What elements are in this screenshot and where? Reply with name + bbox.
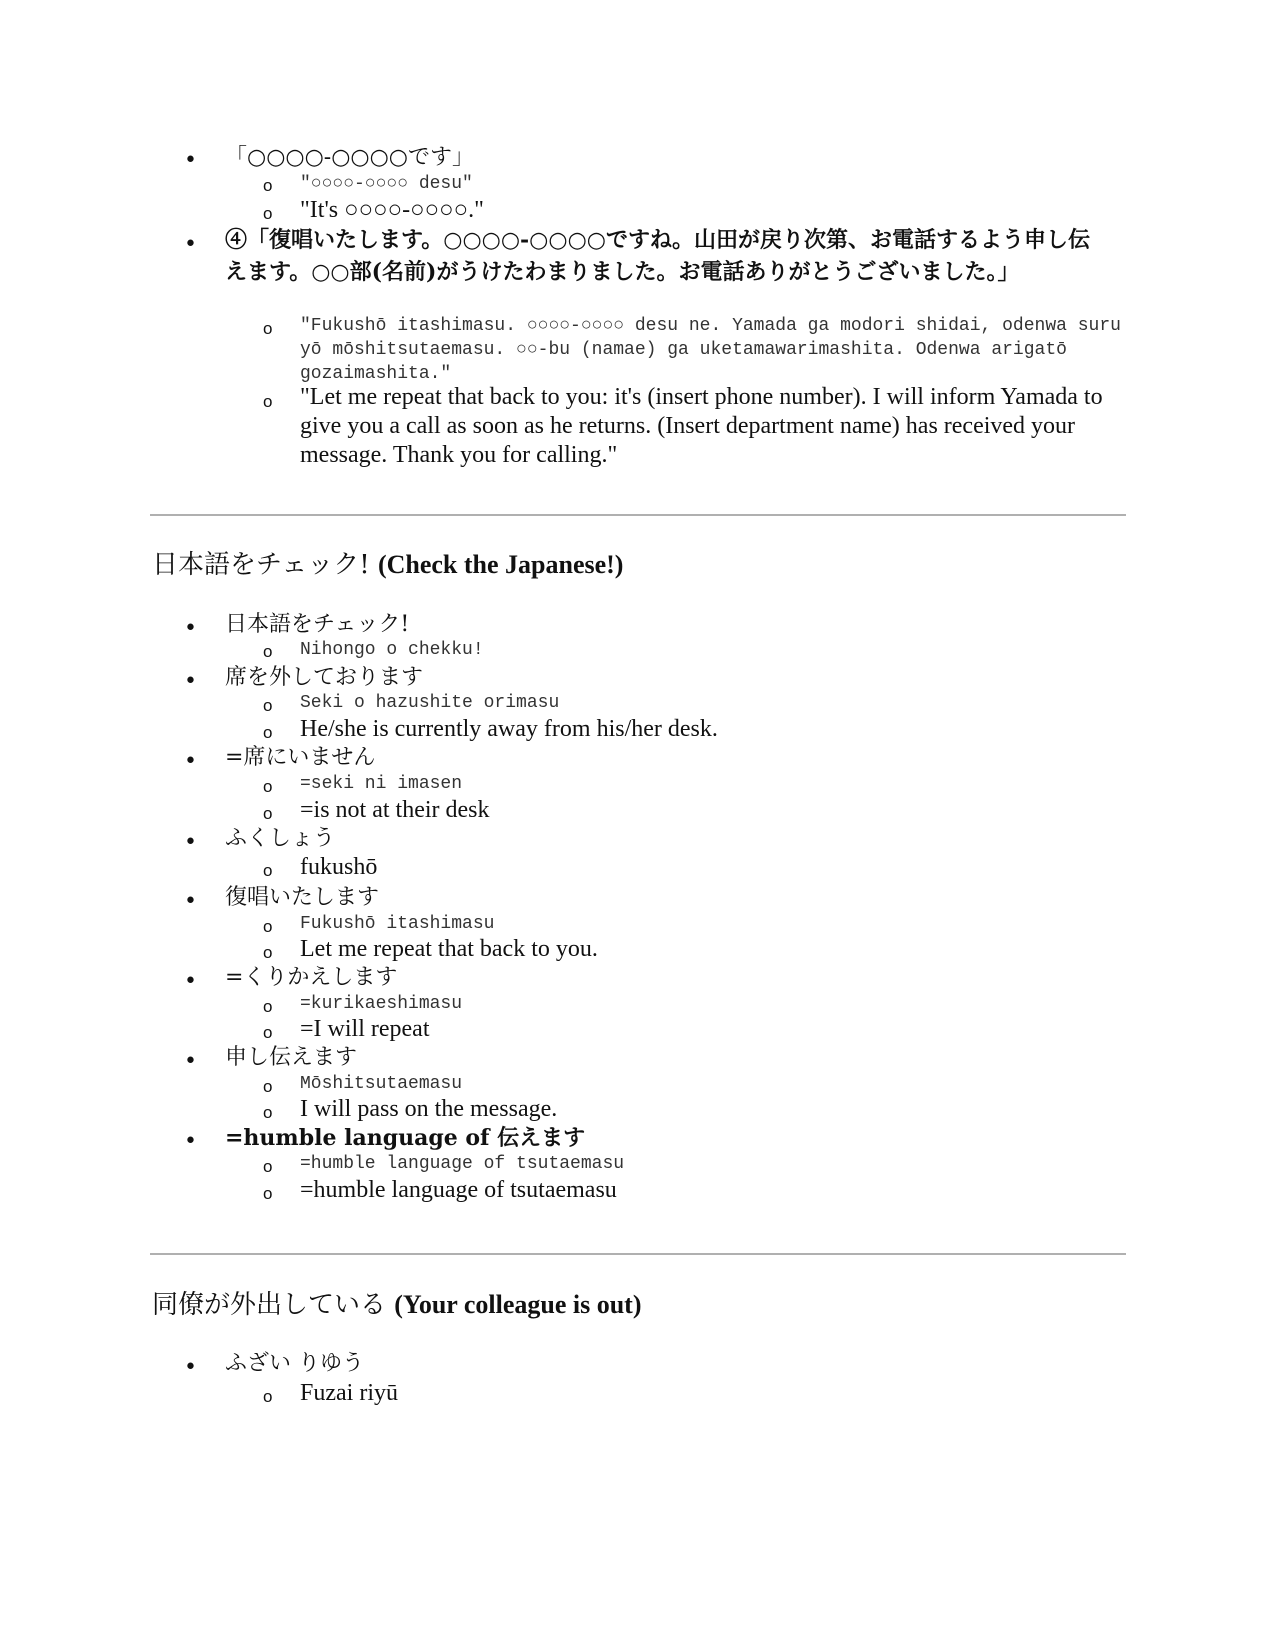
sub-bullet: o (263, 319, 273, 338)
sub-bullet: o (263, 1077, 273, 1096)
section-heading (152, 548, 623, 582)
bullet: • (184, 1355, 197, 1380)
romaji-line: =seki ni imasen (300, 774, 463, 794)
translation-line: "Let me repeat that back to you: it's (insert phone number). I will inform Yamada to give you a call as soon as he returns. (Insert department name) has received your message. Thank you for calling." (300, 384, 1103, 468)
sub-bullet: o (263, 804, 273, 823)
sub-bullet: o (263, 861, 273, 880)
sub-bullet: o (263, 696, 273, 715)
translation-line: He/she is currently away from his/her desk. (300, 716, 718, 742)
bullet: • (184, 1049, 197, 1074)
sub-bullet: o (263, 1184, 273, 1203)
translation-line: =is not at their desk (300, 797, 490, 823)
romaji-line: "Fukushō itashimasu. ○○○○-○○○○ desu ne. Yamada ga modori shidai, odenwa suru yō mōshitsutaemasu. ○○-bu (namae) ga uketamawarimashita. Odenwa arigatō gozaimashita." (300, 316, 1121, 384)
sub-bullet: o (263, 642, 273, 661)
list-item: =humble language of 伝えます (225, 1125, 586, 1151)
translation-line: "It's ○○○○-○○○○." (300, 197, 484, 223)
sub-bullet: o (263, 392, 273, 411)
bullet: • (184, 1129, 197, 1154)
list-item-text: 「復唱いたします。○○○○-○○○○ですね。山田が戻り次第、お電話するよう申し伝えます。○○部(名前)がうけたわまりました。お電話ありがとうございました。」 (225, 227, 1090, 285)
list-item: 「○○○○-○○○○です」 (225, 145, 475, 170)
sub-bullet: o (263, 1103, 273, 1122)
bullet: • (184, 830, 197, 855)
section-heading (152, 1288, 642, 1322)
bullet: • (184, 616, 197, 641)
romaji-line: Seki o hazushite orimasu (300, 693, 560, 713)
sub-bullet: o (263, 917, 273, 936)
romaji-line: "○○○○-○○○○ desu" (300, 174, 473, 194)
sub-bullet: o (263, 723, 273, 742)
list-item: ふざい りゆう (225, 1351, 364, 1376)
bullet: • (184, 749, 197, 774)
translation-line: I will pass on the message. (300, 1096, 558, 1122)
bullet: • (184, 669, 197, 694)
heading-english: (Check the Japanese!) (377, 550, 624, 579)
list-item: =席にいません (225, 745, 376, 770)
translation-line: fukushō (300, 854, 378, 880)
sub-bullet: o (263, 176, 273, 195)
bullet: • (184, 889, 197, 914)
circled-number-marker: ④ (225, 227, 248, 253)
list-item: ふくしょう (225, 826, 336, 851)
translation-line: Fuzai riyū (300, 1380, 398, 1406)
list-item: 申し伝えます (225, 1045, 358, 1070)
sub-bullet: o (263, 777, 273, 796)
bullet: • (184, 232, 197, 257)
romaji-line: Mōshitsutaemasu (300, 1074, 463, 1094)
romaji-line: =humble language of tsutaemasu (300, 1154, 625, 1174)
list-item: 復唱いたします (225, 885, 380, 910)
sub-bullet: o (263, 997, 273, 1016)
translation-line: Let me repeat that back to you. (300, 936, 598, 962)
translation-line: =I will repeat (300, 1016, 430, 1042)
list-item: =くりかえします (225, 965, 398, 990)
romaji-line: Nihongo o chekku! (300, 640, 484, 660)
divider (150, 1253, 1126, 1255)
heading-english: (Your colleague is out) (394, 1290, 642, 1319)
romaji-line: Fukushō itashimasu (300, 914, 495, 934)
sub-bullet: o (263, 1157, 273, 1176)
sub-bullet: o (263, 943, 273, 962)
list-item: 日本語をチェック! (225, 612, 410, 637)
bullet: • (184, 969, 197, 994)
sub-bullet: o (263, 1387, 273, 1406)
divider (150, 514, 1126, 516)
sub-bullet: o (263, 204, 273, 223)
romaji-line: =kurikaeshimasu (300, 994, 463, 1014)
list-item (225, 224, 1105, 288)
bullet: • (184, 148, 197, 173)
heading-japanese: 日本語をチェック! (152, 550, 378, 580)
heading-japanese: 同僚が外出している (152, 1290, 395, 1320)
translation-line: =humble language of tsutaemasu (300, 1177, 617, 1203)
sub-bullet: o (263, 1023, 273, 1042)
list-item: 席を外しております (225, 665, 424, 690)
